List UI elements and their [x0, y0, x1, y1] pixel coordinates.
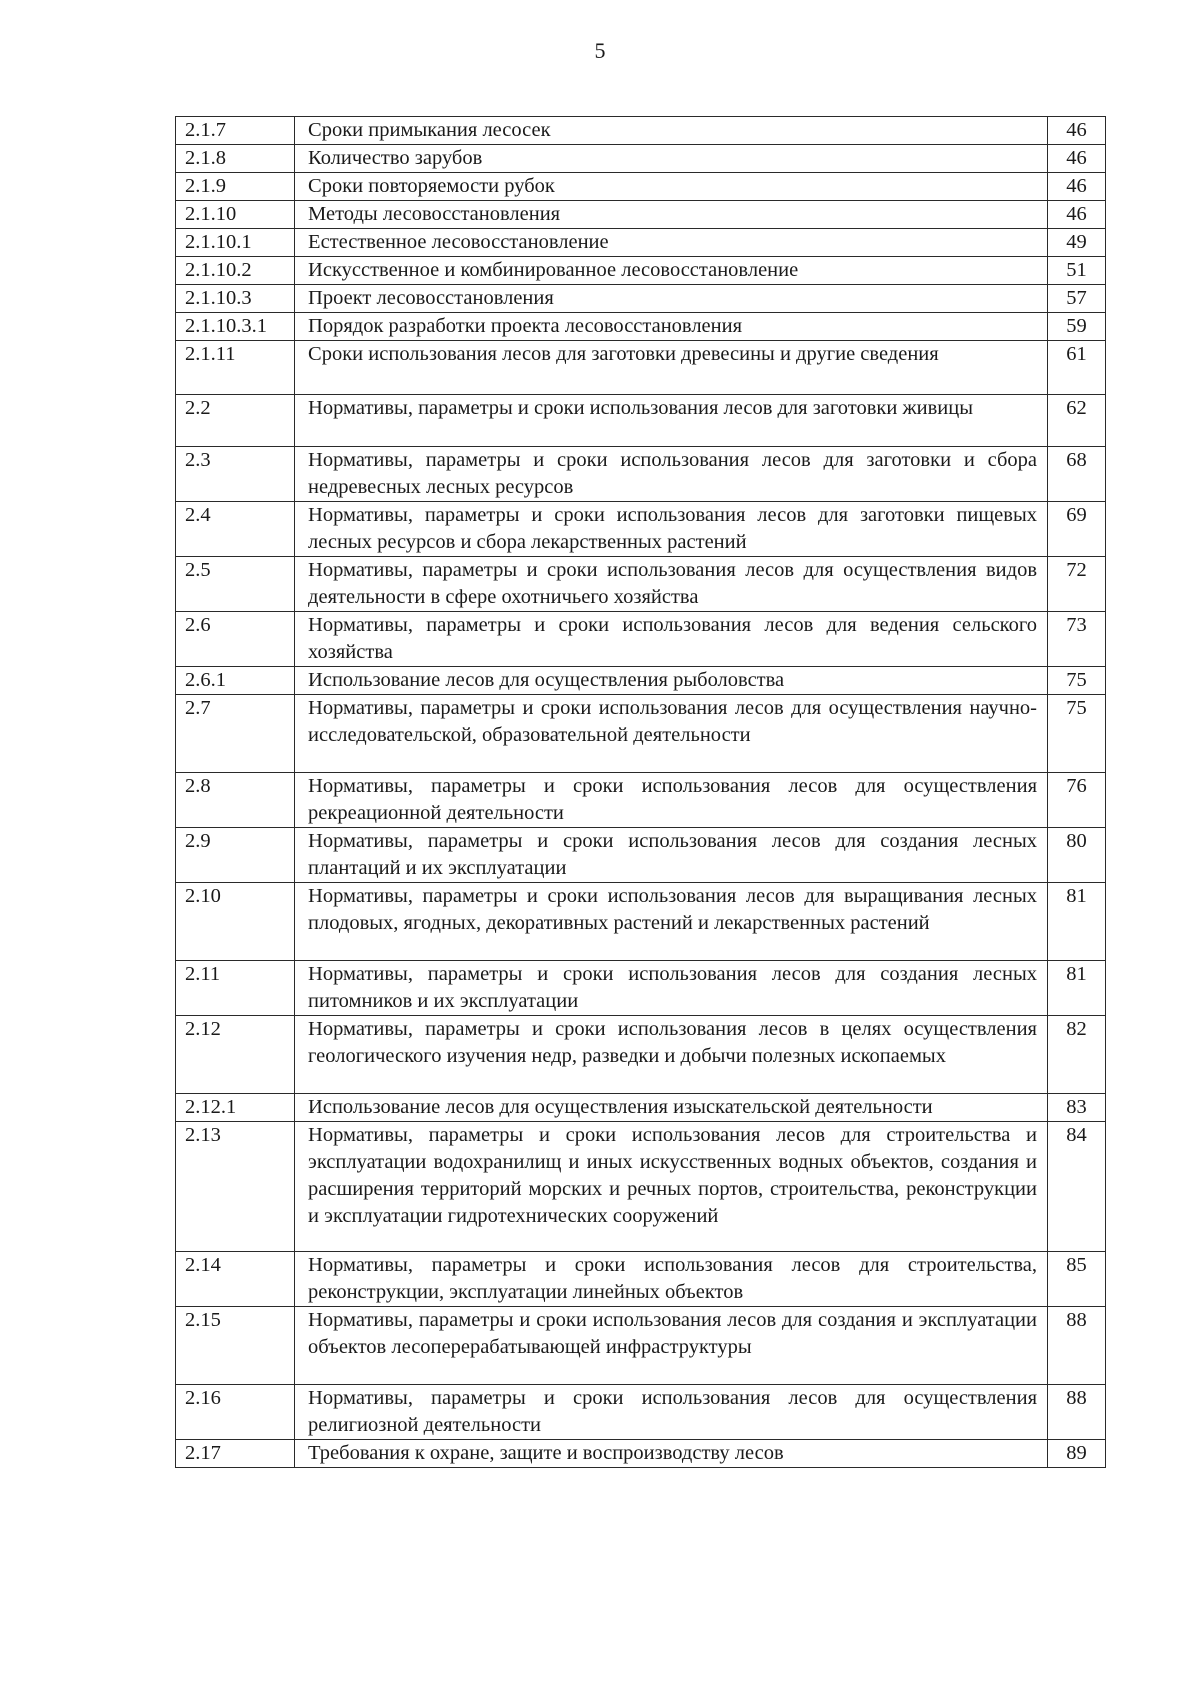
toc-page-number: 81 [1048, 883, 1106, 961]
toc-row [176, 229, 1106, 257]
toc-row [176, 695, 1106, 773]
toc-section-number: 2.10 [176, 883, 295, 961]
toc-row [176, 285, 1106, 313]
toc-section-number: 2.13 [176, 1122, 295, 1252]
toc-page-number: 89 [1048, 1440, 1106, 1468]
toc-section-title: Сроки примыкания лесосек [295, 117, 1048, 145]
toc-page-number: 88 [1048, 1385, 1106, 1440]
toc-section-title: Нормативы, параметры и сроки использования лесов для строительства, реконструкции, эксплуатации линейных объектов [295, 1252, 1048, 1307]
toc-row [176, 201, 1106, 229]
toc-page-number: 46 [1048, 145, 1106, 173]
toc-page-number: 88 [1048, 1307, 1106, 1385]
toc-page-number: 75 [1048, 695, 1106, 773]
toc-row [176, 961, 1106, 1016]
toc-section-title: Использование лесов для осуществления рыболовства [295, 667, 1048, 695]
toc-row [176, 341, 1106, 395]
toc-page-number: 72 [1048, 557, 1106, 612]
toc-page-number: 83 [1048, 1094, 1106, 1122]
toc-section-number: 2.6 [176, 612, 295, 667]
toc-row [176, 313, 1106, 341]
toc-section-title: Нормативы, параметры и сроки использования лесов для создания лесных питомников и их эксплуатации [295, 961, 1048, 1016]
toc-section-number: 2.1.7 [176, 117, 295, 145]
toc-row [176, 257, 1106, 285]
toc-section-number: 2.15 [176, 1307, 295, 1385]
toc-section-title: Нормативы, параметры и сроки использования лесов для строительства и эксплуатации водохранилищ и иных искусственных водных объектов, создания и расширения территорий морских и речных портов, строительства, реконструкции и эксплуатации гидротехнических сооружений [295, 1122, 1048, 1252]
toc-row [176, 1385, 1106, 1440]
toc-page-number: 82 [1048, 1016, 1106, 1094]
toc-section-number: 2.1.10 [176, 201, 295, 229]
toc-section-number: 2.11 [176, 961, 295, 1016]
table-of-contents [175, 116, 1106, 1468]
toc-section-number: 2.1.10.3 [176, 285, 295, 313]
toc-page-number: 81 [1048, 961, 1106, 1016]
toc-page-number: 62 [1048, 395, 1106, 447]
toc-page-number: 76 [1048, 773, 1106, 828]
toc-section-title: Использование лесов для осуществления изыскательской деятельности [295, 1094, 1048, 1122]
toc-section-number: 2.16 [176, 1385, 295, 1440]
toc-section-number: 2.1.10.3.1 [176, 313, 295, 341]
toc-page-number: 46 [1048, 117, 1106, 145]
toc-section-title: Естественное лесовосстановление [295, 229, 1048, 257]
toc-row [176, 447, 1106, 502]
toc-section-number: 2.7 [176, 695, 295, 773]
toc-section-title: Нормативы, параметры и сроки использования лесов для создания лесных плантаций и их эксплуатации [295, 828, 1048, 883]
toc-section-title: Нормативы, параметры и сроки использования лесов для осуществления научно-исследовательской, образовательной деятельности [295, 695, 1048, 773]
toc-row [176, 1016, 1106, 1094]
toc-row [176, 612, 1106, 667]
toc-section-number: 2.14 [176, 1252, 295, 1307]
toc-page-number: 59 [1048, 313, 1106, 341]
toc-row [176, 557, 1106, 612]
toc-row [176, 173, 1106, 201]
toc-row [176, 1307, 1106, 1385]
toc-section-number: 2.1.11 [176, 341, 295, 395]
toc-section-number: 2.12.1 [176, 1094, 295, 1122]
toc-section-title: Нормативы, параметры и сроки использования лесов для создания и эксплуатации объектов лесоперерабатывающей инфраструктуры [295, 1307, 1048, 1385]
toc-section-number: 2.4 [176, 502, 295, 557]
toc-page-number: 46 [1048, 173, 1106, 201]
toc-row [176, 1252, 1106, 1307]
toc-body [176, 117, 1106, 1468]
toc-row [176, 667, 1106, 695]
toc-page-number: 68 [1048, 447, 1106, 502]
toc-page-number: 57 [1048, 285, 1106, 313]
toc-section-number: 2.9 [176, 828, 295, 883]
toc-section-number: 2.12 [176, 1016, 295, 1094]
toc-section-title: Искусственное и комбинированное лесовосстановление [295, 257, 1048, 285]
toc-row [176, 117, 1106, 145]
toc-page-number: 84 [1048, 1122, 1106, 1252]
toc-row [176, 1094, 1106, 1122]
toc-section-title: Нормативы, параметры и сроки использования лесов для выращивания лесных плодовых, ягодных, декоративных растений и лекарственных растений [295, 883, 1048, 961]
toc-section-title: Методы лесовосстановления [295, 201, 1048, 229]
toc-row [176, 1440, 1106, 1468]
toc-page-number: 85 [1048, 1252, 1106, 1307]
toc-section-number: 2.5 [176, 557, 295, 612]
toc-page-number: 49 [1048, 229, 1106, 257]
toc-section-title: Нормативы, параметры и сроки использования лесов для заготовки и сбора недревесных лесных ресурсов [295, 447, 1048, 502]
toc-section-title: Нормативы, параметры и сроки использования лесов для осуществления рекреационной деятельности [295, 773, 1048, 828]
toc-row [176, 773, 1106, 828]
toc-section-title: Порядок разработки проекта лесовосстановления [295, 313, 1048, 341]
toc-page-number: 61 [1048, 341, 1106, 395]
toc-page-number: 75 [1048, 667, 1106, 695]
toc-section-title: Нормативы, параметры и сроки использования лесов для осуществления видов деятельности в сфере охотничьего хозяйства [295, 557, 1048, 612]
toc-row [176, 145, 1106, 173]
toc-section-number: 2.1.8 [176, 145, 295, 173]
toc-page-number: 51 [1048, 257, 1106, 285]
toc-section-title: Нормативы, параметры и сроки использования лесов в целях осуществления геологического изучения недр, разведки и добычи полезных ископаемых [295, 1016, 1048, 1094]
toc-section-number: 2.6.1 [176, 667, 295, 695]
toc-section-number: 2.2 [176, 395, 295, 447]
toc-section-title: Количество зарубов [295, 145, 1048, 173]
toc-row [176, 883, 1106, 961]
toc-section-title: Сроки повторяемости рубок [295, 173, 1048, 201]
toc-page-number: 73 [1048, 612, 1106, 667]
toc-section-number: 2.1.9 [176, 173, 295, 201]
toc-row [176, 502, 1106, 557]
toc-section-title: Сроки использования лесов для заготовки древесины и другие сведения [295, 341, 1048, 395]
toc-row [176, 828, 1106, 883]
toc-section-title: Проект лесовосстановления [295, 285, 1048, 313]
toc-section-number: 2.1.10.2 [176, 257, 295, 285]
toc-section-title: Нормативы, параметры и сроки использования лесов для заготовки пищевых лесных ресурсов и сбора лекарственных растений [295, 502, 1048, 557]
toc-section-title: Нормативы, параметры и сроки использования лесов для ведения сельского хозяйства [295, 612, 1048, 667]
toc-section-number: 2.1.10.1 [176, 229, 295, 257]
toc-row [176, 395, 1106, 447]
toc-page-number: 46 [1048, 201, 1106, 229]
toc-row [176, 1122, 1106, 1252]
page-number: 5 [594, 38, 606, 63]
toc-page-number: 69 [1048, 502, 1106, 557]
toc-section-number: 2.17 [176, 1440, 295, 1468]
toc-page-number: 80 [1048, 828, 1106, 883]
toc-section-number: 2.3 [176, 447, 295, 502]
toc-section-title: Требования к охране, защите и воспроизводству лесов [295, 1440, 1048, 1468]
toc-section-title: Нормативы, параметры и сроки использования лесов для осуществления религиозной деятельности [295, 1385, 1048, 1440]
toc-section-number: 2.8 [176, 773, 295, 828]
toc-section-title: Нормативы, параметры и сроки использования лесов для заготовки живицы [295, 395, 1048, 447]
